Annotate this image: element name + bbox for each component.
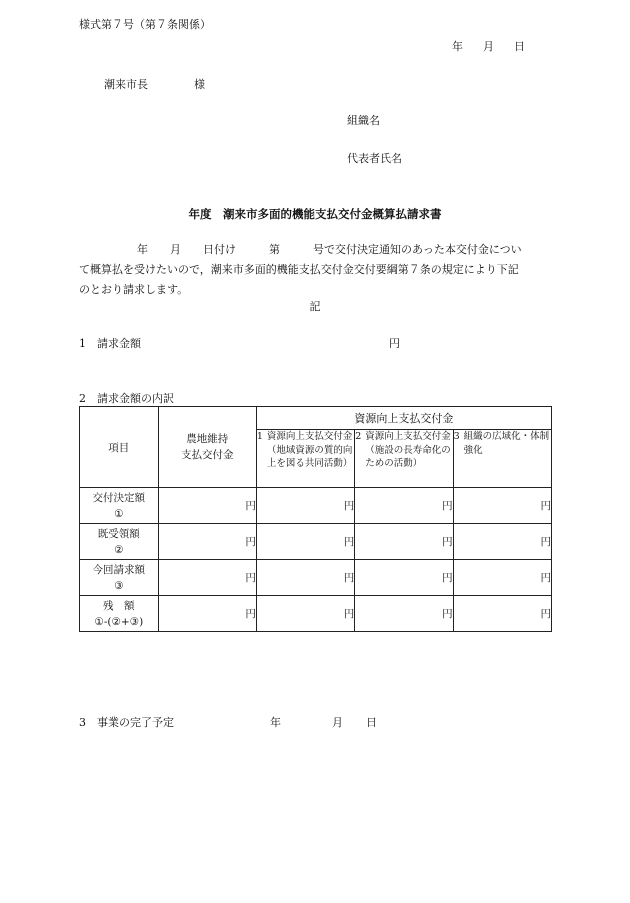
amount-cell: 円 [355,524,453,560]
row-label-line-2: ② [114,543,124,556]
row-label-line-1: 今回請求額 [92,563,146,576]
subheader-1-number: 1 [256,431,263,442]
amount-cell: 円 [158,524,256,560]
row-label-line-2: ③ [114,579,124,592]
document-title: 年度 潮来市多面的機能支払交付金概算払請求書 [188,207,442,221]
header-shigen-koujou: 資源向上支払交付金 [256,407,551,430]
amount-cell: 円 [355,560,453,596]
table-row [80,524,552,560]
addressee [104,76,205,92]
amount-cell: 円 [256,560,354,596]
item1-label: 1 請求金額 [79,337,141,350]
table-header-row [80,407,552,430]
table-row [80,560,552,596]
amount-cell: 円 [355,488,453,524]
item1-yen-unit: 円 [389,337,400,350]
submission-date [452,38,545,54]
amount-cell: 円 [256,524,354,560]
subheader-2-number: 2 [355,431,362,442]
subheader-3-number: 3 [453,431,460,442]
amount-cell: 円 [256,488,354,524]
representative-label: 代表者氏名 [347,152,402,165]
body-line-3: のとおり請求します。 [79,283,189,296]
row-label-zangaku [80,596,159,632]
table-row [80,596,552,632]
item-completion-schedule [79,714,377,730]
header-nochi-iji [158,407,256,488]
subheader-3-text: 組織の広域化・体制強化 [463,431,550,456]
header-nochi-line-2: 支払交付金 [180,449,234,461]
amount-cell: 円 [453,596,551,632]
row-label-kofu-kettei [80,488,159,524]
item3-day-label: 日 [366,716,377,729]
row-label-line-2: ①-(②+③) [94,615,144,628]
amount-cell: 円 [453,560,551,596]
amount-cell: 円 [453,488,551,524]
row-label-line-1: 既受領額 [97,527,140,540]
item3-year-label: 年 [270,716,281,729]
ki-heading: 記 [309,300,321,313]
amount-cell: 円 [256,596,354,632]
item-request-amount [79,335,400,351]
item3-label: 3 事業の完了予定 [79,716,174,729]
body-line-2: て概算払を受けたいので，潮来市多面的機能支払交付金交付要綱第７条の規定により下記 [79,263,519,276]
row-label-kijuryo [80,524,159,560]
body-line-1: 年 月 日付け 第 号で交付決定通知のあった本交付金につい [137,243,522,256]
addressee-name: 潮来市長 [104,78,148,91]
request-body [79,240,551,300]
addressee-honorific: 様 [194,78,205,91]
form-number: 様式第７号（第７条関係） [79,18,211,31]
header-nochi-line-1: 農地維持 [186,433,229,445]
date-year-label: 年 [452,40,463,53]
amount-cell: 円 [158,596,256,632]
date-day-label: 日 [514,40,525,53]
table-row [80,488,552,524]
item-breakdown-heading: 2 請求金額の内訳 [79,392,174,405]
item3-month-label: 月 [332,716,343,729]
subheader-3 [453,430,551,488]
row-label-line-1: 交付決定額 [92,491,146,504]
header-item: 項目 [80,407,159,488]
breakdown-table [79,406,552,632]
amount-cell: 円 [453,524,551,560]
amount-cell: 円 [158,488,256,524]
subheader-2 [355,430,453,488]
date-month-label: 月 [483,40,494,53]
amount-cell: 円 [158,560,256,596]
row-label-konkai-seikyu [80,560,159,596]
organization-label: 組織名 [347,114,380,127]
row-label-line-2: ① [114,507,124,520]
subheader-1-text: 資源向上支払交付金（地域資源の質的向上を図る共同活動） [266,431,353,469]
row-label-line-1: 残 額 [103,599,135,612]
amount-cell: 円 [355,596,453,632]
subheader-1 [256,430,354,488]
subheader-2-text: 資源向上支払交付金（施設の長寿命化のための活動） [365,431,451,469]
